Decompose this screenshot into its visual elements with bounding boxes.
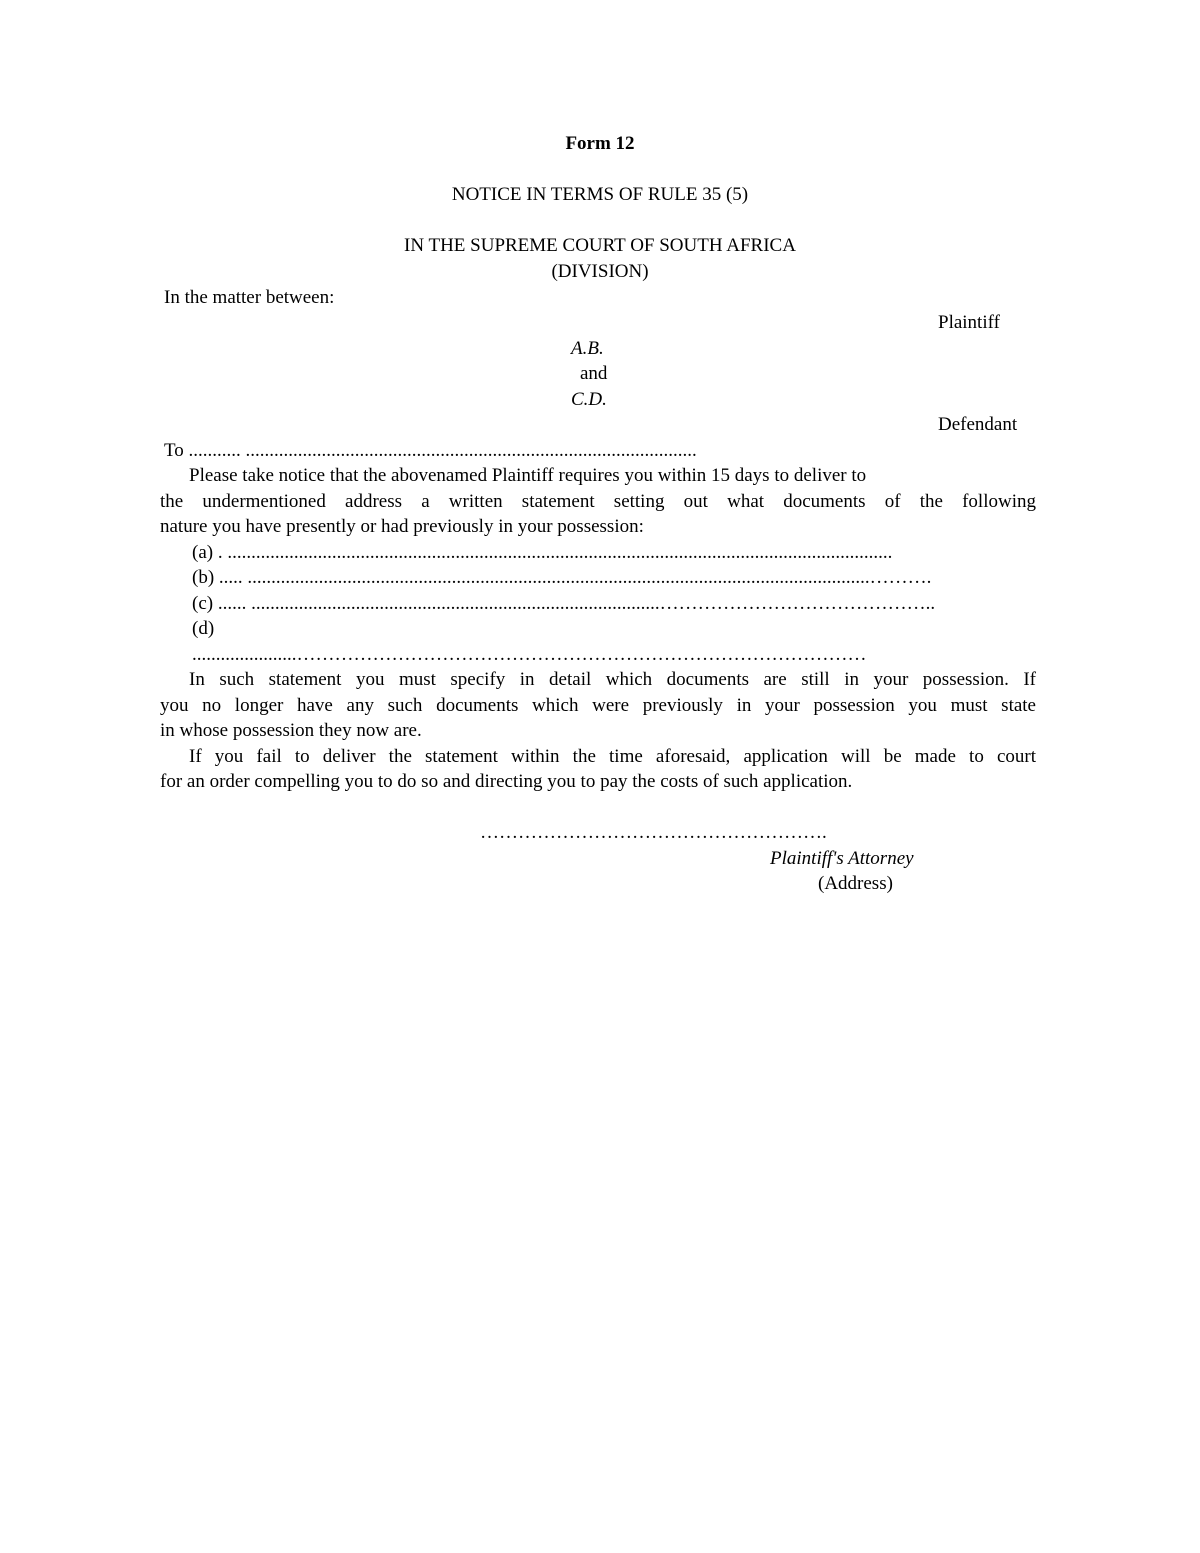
para2-line2: you no longer have any such documents which were previously in your possession you must state [160, 695, 1036, 716]
para3-line2: for an order compelling you to do so and directing you to pay the costs of such application. [160, 771, 853, 792]
plaintiff-label: Plaintiff [938, 312, 1000, 333]
item-c: (c) ...... ......................................................................................…………………………………….. [192, 593, 936, 614]
form-title: Form 12 [565, 133, 635, 154]
para2-line1: In such statement you must specify in detail which documents are still in your possession. If [189, 669, 1036, 690]
item-b: (b) ..... ...................................................................................................................................………. [192, 567, 932, 588]
party-ab: A.B. [571, 338, 604, 359]
party-cd: C.D. [571, 389, 607, 410]
matter-intro: In the matter between: [164, 287, 335, 308]
para1-line2: the undermentioned address a written statement setting out what documents of the following [160, 491, 1036, 512]
signature-line: ………………………………………………. [480, 822, 827, 843]
signatory: Plaintiff's Attorney [770, 848, 914, 869]
defendant-label: Defendant [938, 414, 1018, 435]
para1-line3: nature you have presently or had previously in your possession: [160, 516, 644, 537]
item-d: (d) [192, 618, 215, 639]
item-a: (a) . ............................................................................................................................................ [192, 542, 893, 563]
para3-line1: If you fail to deliver the statement within the time aforesaid, application will be made to court [189, 746, 1036, 767]
division: (DIVISION) [551, 261, 649, 282]
para1-line1: Please take notice that the abovenamed Plaintiff requires you within 15 days to deliver to [189, 465, 867, 486]
court-name: IN THE SUPREME COURT OF SOUTH AFRICA [404, 235, 796, 256]
notice-heading: NOTICE IN TERMS OF RULE 35 (5) [451, 184, 749, 205]
para2-line3: in whose possession they now are. [160, 720, 422, 741]
item-d-dots: ......................……………………………………………………………………………… [192, 644, 867, 665]
to-line: To ........... ............................................................................................... [164, 440, 697, 461]
address-label: (Address) [818, 873, 893, 894]
and-word: and [580, 363, 608, 384]
